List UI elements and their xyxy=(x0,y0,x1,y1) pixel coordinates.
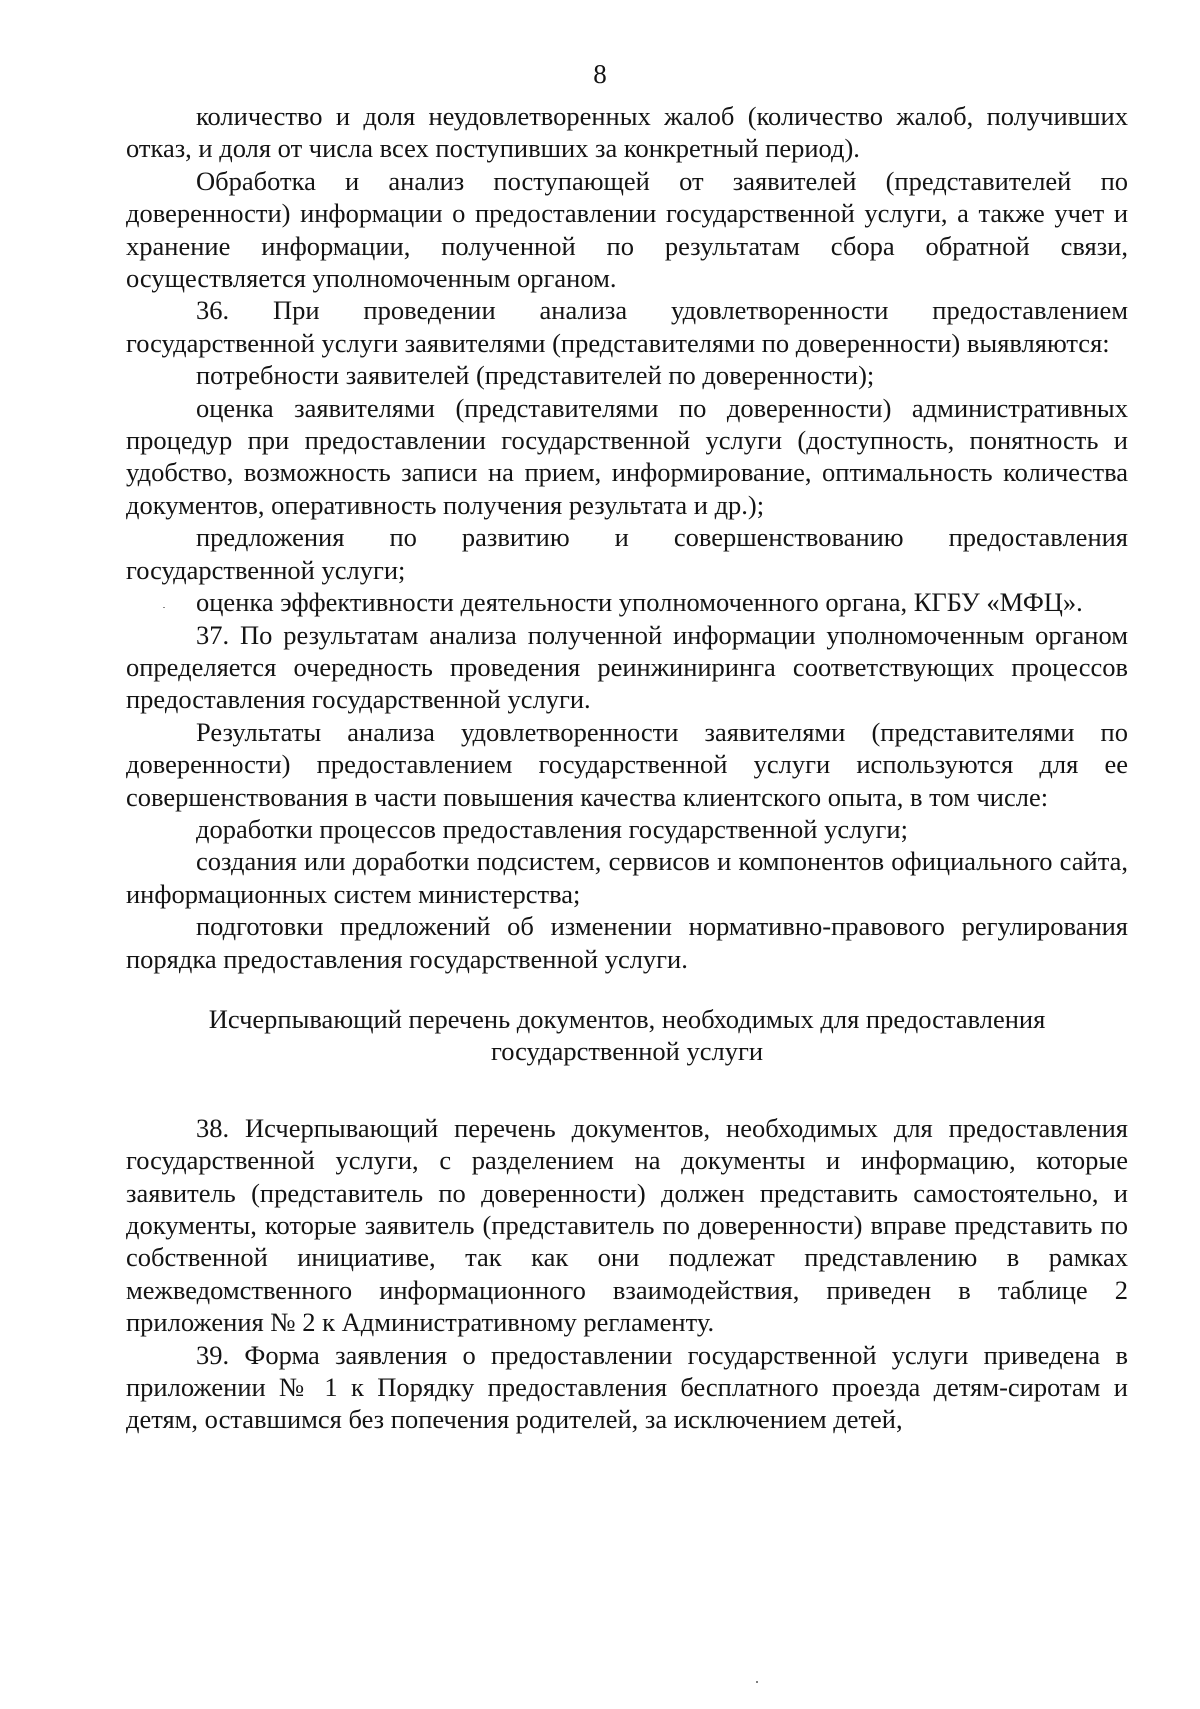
list-item-applicant-needs: потребности заявителей (представителей по доверенности); xyxy=(196,360,875,391)
paragraph-feedback-processing: Обработка и анализ поступающей от заявителей (представителей по доверенности) информации о предоставлении государственной услуги, а также учет и хранение информации, полученной по результатам сбора обратной связи, осуществляется уполномоченным органом. xyxy=(126,165,1128,294)
list-item-process-improvement: доработки процессов предоставления государственной услуги; xyxy=(196,813,908,844)
document-body xyxy=(126,100,1128,1436)
paragraph-37-reengineering: 37. По результатам анализа полученной информации уполномоченным органом определяется очередность проведения реинжиниринга соответствующих процессов предоставления государственной услуги. xyxy=(126,619,1128,715)
page-number: 8 xyxy=(593,59,607,89)
list-item-efficiency-assessment: оценка эффективности деятельности уполномоченного органа, КГБУ «МФЦ». xyxy=(196,587,1083,618)
scan-speck xyxy=(756,1681,758,1683)
section-heading xyxy=(126,1003,1128,1068)
section-heading-line2: государственной услуги xyxy=(490,1036,764,1067)
list-item-regulation-proposals: подготовки предложений об изменении нормативно-правового регулирования порядка предоставления государственной услуги. xyxy=(126,911,1128,974)
list-item-subsystems-development: создания или доработки подсистем, сервисов и компонентов официального сайта, информационных систем министерства; xyxy=(126,846,1128,909)
list-item-improvement-proposals: предложения по развитию и совершенствованию предоставления государственной услуги; xyxy=(126,522,1128,585)
scan-speck xyxy=(163,607,165,608)
list-item-procedures-assessment: оценка заявителями (представителями по доверенности) административных процедур при предоставлении государственной услуги (доступность, понятность и удобство, возможность записи на прием, информирование, оптимальность количества документов, оперативность получения результата и др.); xyxy=(126,392,1128,520)
section-heading-line1: Исчерпывающий перечень документов, необходимых для предоставления xyxy=(208,1003,1046,1034)
paragraph-36-satisfaction-analysis: 36. При проведении анализа удовлетворенности предоставлением государственной услуги заявителями (представителями по доверенности) выявляются: xyxy=(126,295,1128,358)
paragraph-analysis-results: Результаты анализа удовлетворенности заявителями (представителями по доверенности) предоставлением государственной услуги используются для ее совершенствования в части повышения качества клиентского опыта, в том числе: xyxy=(126,716,1128,812)
paragraph-38-documents-list: 38. Исчерпывающий перечень документов, необходимых для предоставления государственной услуги, с разделением на документы и информацию, которые заявитель (представитель по доверенности) должен представить самостоятельно, и документы, которые заявитель (представитель по доверенности) вправе представить по собственной инициативе, так как они подлежат представлению в рамках межведомственного информационного взаимодействия, приведен в таблице 2 приложения № 2 к Административному регламенту. xyxy=(126,1112,1128,1338)
paragraph-complaints-share: количество и доля неудовлетворенных жалоб (количество жалоб, получивших отказ, и доля от числа всех поступивших за конкретный период). xyxy=(126,101,1128,164)
paragraph-39-application-form: 39. Форма заявления о предоставлении государственной услуги приведена в приложении № 1 к Порядку предоставления бесплатного проезда детям-сиротам и детям, оставшимся без попечения родителей, за исключением детей, xyxy=(126,1339,1128,1435)
